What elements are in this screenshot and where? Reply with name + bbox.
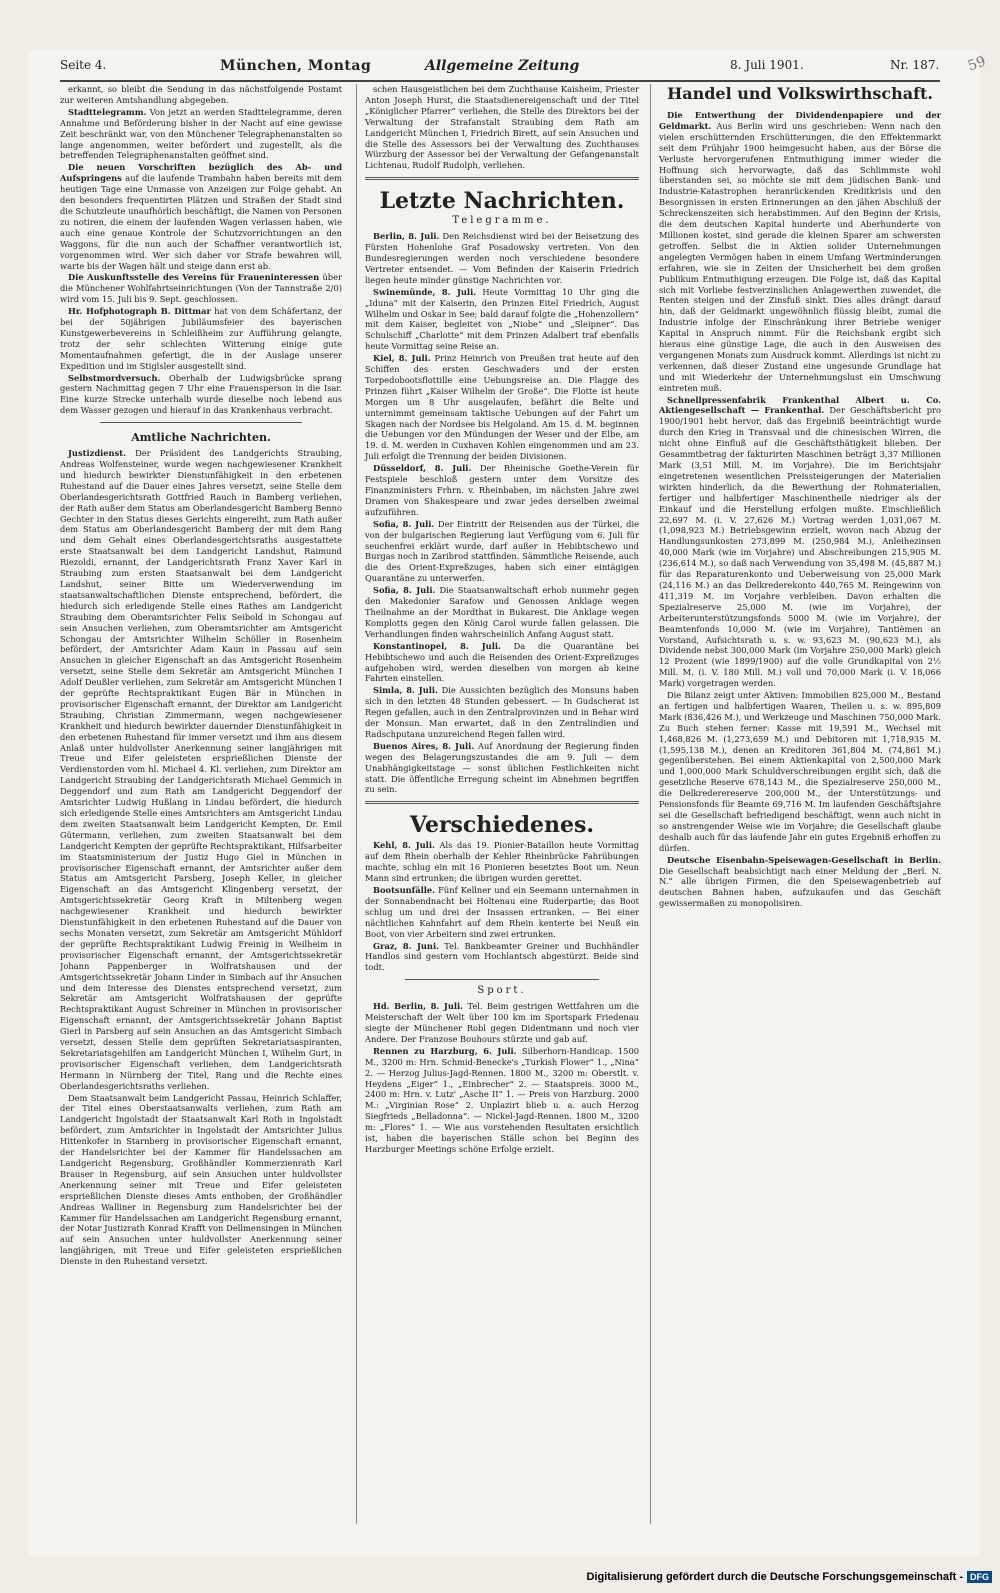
section-title-letzte: Letzte Nachrichten. [379, 188, 625, 215]
credit-text: Digitalisierung gefördert durch die Deutsche Forschungsgemeinschaft - [586, 1571, 963, 1583]
article-paragraph [60, 162, 342, 271]
page-header [60, 58, 940, 82]
article-body: Der Eintritt der Reisenden aus der Türkei, die von der bulgarischen Regierung laut Verfügung vom 6. Juli für seuchenfrei erklärt wurde, darf außer in Hebibtschewo und Burgas noch in Zaribrod stattfinden. Sämmtliche Reisende, auch die des Orient-Expreßzuges, haben sich einer eintägigen Quarantäne zu unterwerfen. [365, 518, 639, 584]
article-body: Tel. Bankbeamter Greiner und Buchhändler Handlos sind gestern vom Hochlantsch abgestürzt. Beide sind todt. [365, 940, 639, 973]
article-heading: Schnellpressenfabrik Frankenthal Albert u. Co. Aktiengesellschaft — Frankenthal. [659, 394, 941, 416]
article-body: Prinz Heinrich von Preußen trat heute auf den Schiffen des ersten Geschwaders und der ersten Torpedobootsflottille eine Uebungsreise an. Die Flagge des Prinzen führt „Kaiser Wilhelm der Große“. Die Flotte ist heute Morgen um 8 Uhr ausgelaufen, befährt die Belte und unternimmt gemeinsam taktische Uebungen auf der Fahrt um Skagen nach der Nordsee bis Helgoland. Am 15. d. M. beginnen die Uebungen vor den Mündungen der Weser und der Elbe, am 19. d. M. werden in Cuxhaven Kohlen eingenommen und am 23. Juli erfolgt die Trennung der beiden Divisionen. [365, 353, 639, 462]
article-heading: Berlin, 8. Juli. [373, 231, 440, 242]
article-body: Die Staatsanwaltschaft erhob nunmehr gegen den Makedonier Sarafow und Genossen Anklage wegen Theilnahme an der Mordthat in Bukarest. Die Anklage wegen Komplotts gegen den König Carol wurde fallen gelassen. Die Verhandlungen finden wahrscheinlich Anfang August statt. [365, 585, 639, 639]
article-paragraph [60, 107, 342, 162]
page-number: Seite 4. [60, 58, 107, 72]
article-body: Oberhalb der Ludwigsbrücke sprang gestern Nachmittag gegen 7 Uhr eine Frauensperson in die Isar. Eine kurze Strecke unterhalb wurde dieselbe noch lebend aus dem Wasser gezogen und hierauf in das Krankenhaus verbracht. [60, 372, 342, 416]
article-paragraph [365, 463, 639, 518]
article-paragraph [365, 641, 639, 685]
margin-handwriting: 59 [965, 53, 989, 75]
article-body: Von jetzt an werden Stadttelegramme, deren Annahme und Beförderung bisher in der Nacht auf eine gewisse Zeit beschränkt war, von den Münchener Telegraphenanstalten so lange angenommen, weiter befördert und zugestellt, als die betreffenden Telegraphenanstalten geöffnet sind. [60, 106, 342, 161]
dfg-logo: DFG [967, 1571, 992, 1583]
column-left [60, 84, 342, 1524]
article-paragraph: Die Bilanz zeigt unter Aktiven: Immobilien 825,000 M., Bestand an fertigen und halbfertigen Waaren, Theilen u. s. w. 895,809 Mark (836,426 M.), und Werkzeuge und Maschinen 750,000 Mark. Zu Buch stehen ferner: Kasse mit 19,591 M., Wechsel mit 1,468,826 M. (1,273,659 M.) und Debitoren mit 1,718,935 M. (1,595,138 M.), denen an Kreditoren 361,804 M. (74,861 M.) gegenüberstehen. Bei einem Aktienkapital von 2,500,000 Mark und 1,000,000 Mark Schuldverschreibungen ergibt sich, daß die gesetzliche Reserve 678,143 M., die Spezialreserve 250,000 M., die Delkrederereserve 200,000 M., der Unterstützungs- und Pensionsfonds für Beamte 69,716 M. Im laufenden Geschäftsjahre sei die Gesellschaft befriedigend beschäftigt, wenn auch nicht in so anstrengender Weise wie im Vorjahre; die Gesellschaft glaube deshalb auch für das laufende Jahr ein gutes Ergebniß erhoffen zu dürfen. [659, 690, 941, 853]
article-paragraph [365, 685, 639, 740]
section-title-handel: Handel und Volkswirthschaft. [667, 84, 933, 103]
city-day: München, Montag [220, 58, 372, 74]
article-body: Der Rheinische Goethe-Verein für Festspiele beschloß gestern unter dem Vorsitze des Finanzministers Frhrn. v. Rheinbaben, im nächsten Jahre zwei Dramen von Shakespeare und zwar jedes derselben zweimal aufzuführen. [365, 463, 639, 517]
article-body: Die Aussichten bezüglich des Monsuns haben sich in den letzten 48 Stunden gebessert. — In Gudscherat ist Regen gefallen, auch in den Zentralprovinzen und in Behar wird der Monsun. Man erwartet, daß in den Zentralindien und Radschputana unzureichend Regen fallen wird. [365, 685, 639, 739]
article-paragraph [365, 1046, 639, 1155]
article-paragraph [365, 885, 639, 940]
article-paragraph [60, 448, 342, 1091]
article-paragraph [365, 519, 639, 584]
article-heading: Düsseldorf, 8. Juli. [373, 463, 472, 474]
article-paragraph [365, 353, 639, 462]
article-body: Tel. Beim gestrigen Wettfahren um die Meisterschaft der Welt über 100 km im Sportspark Friedenau siegte der Münchener Robl gegen Didentmann und noch vier Andere. Der Franzose Bouhours stürzte und gab auf. [365, 1001, 639, 1044]
article-heading: Bootsunfälle. [373, 885, 436, 895]
section-title-verschiedenes: Verschiedenes. [409, 812, 595, 839]
article-heading: Simla, 8. Juli. [373, 685, 438, 696]
article-body: Fünf Kellner und ein Seemann unternahmen in der Sonnabendnacht bei Holtenau eine Ruderpartie; das Boot schlug um und drei der Insassen ertranken. — Bei einer nächtlichen Kahnfahrt auf dem Rhein kenterte bei Neuß ein Boot, von vier Arbeitern sind zwei ertrunken. [365, 885, 639, 939]
subsection-title-telegramme: Telegramme. [452, 215, 552, 227]
article-paragraph: erkannt, so bleibt die Sendung in das nächstfolgende Postamt zur weiteren Amtshandlung abgegeben. [60, 84, 342, 105]
section-divider [100, 422, 302, 423]
column-middle [356, 84, 639, 1524]
article-paragraph: Dem Staatsanwalt beim Landgericht Passau, Heinrich Schlaffer, der Titel eines Oberstaatsanwalts verliehen, zum Rath am Landgericht Ingolstadt der Staatsanwalt Karl Roth in Ingolstadt befördert, zum Amtsrichter in Ingolstadt der Amtsrichter Julius Hittenkofer in Starnberg in provisorischer Eigenschaft ernannt, der Handelsrichter bei der Kammer für Handelssachen am Landgericht Regensburg, Großhändler Kommerzienrath Karl Brauser in Regensburg, auf sein Ansuchen unter huldvollster Anerkennung seiner mit Treue und Eifer geleisteten ersprießlichen Dienste dieses Amts enthoben, der Großhändler Andreas Walliner in Regensburg zum Handelsrichter bei der Kammer für Handelssachen am Landgericht Regensburg ernannt, der Notar Justizrath Konrad Krafft von Dellmensingen in München auf sein Ansuchen unter huldvollster Anerkennung seiner langjährigen, mit Treue und Eifer geleisteten ersprießlichen Dienste in den Ruhestand versetzt. [60, 1092, 342, 1267]
subsection-title-sport: Sport. [477, 985, 527, 997]
article-paragraph [60, 373, 342, 417]
article-paragraph [365, 941, 639, 974]
article-body: Da die Quarantäne bei Hebibtschewo und auch die Reisenden des Orient-Expreßzuges aufgehoben wird, werden dieselben von morgen ab keine Fahrten einstellen. [365, 640, 639, 684]
article-body: Der Geschäftsbericht pro 1900/1901 hebt hervor, daß das Ergebniß beeinträchtigt wurde durch den Krieg in Transvaal und die chinesischen Wirren, die nicht ohne Einfluß auf die Geschäftsthätigkeit blieben. Der Gesammtbetrag der fakturirten Maschinen beträgt 3,37 Millionen Mark (3,51 Mill. M. im Vorjahre). Die im Berichtsjahr eingetretenen wesentlichen Preissteigerungen der Materialien wirkten hinderlich, da die Bewerthung der Rohmaterialien, fertiger und halbfertiger Maschinentheile niedriger als der Einkauf und die Herstellung erfolgen mußte. Einschließlich 22,697 M. (i. V. 27,626 M.) Vortrag werden 1,031,067 M. (1,098,923 M.) Betriebsgewinn erzielt, wovon nach Abzug der Handlungsunkosten 273,899 M. (250,984 M.), Anleihezinsen 40,000 Mark (wie im Vorjahre) und Abschreibungen 215,905 M. (236,614 M.), so daß nach Verwendung von 35,498 M. (45,887 M.) für das Reparaturenkonto und Ueberweisung von 25,000 Mark (24,116 M.) an das Delkrederekonto 440,765 M. Reingewinn von 411,319 M. im Vorjahre verbleiben. Davon erhalten die Spezialreserve 25,000 M. (wie im Vorjahre), der Arbeiterunterstützungsfonds 5000 M. (wie im Vorjahre), der Beamtenfonds 10,000 M. (wie im Vorjahre), Tantièmen an Vorstand, Aufsichtsrath u. s. w. 93,623 M. (90,623 M.), als Dividende nebst 300,000 Mark (im Vorjahre 250,000 Mark) gleich 12 Prozent (wie 1899/1900) auf die volle Grundkapital von 2½ Mill. M. (i. V. 180 Mill. M.) voll und 70,000 Mark (i. V. 18,066 Mark) vorgetragen werden. [659, 405, 941, 689]
article-heading: Kiel, 8. Juli. [373, 353, 431, 364]
article-paragraph [659, 395, 941, 689]
issue-number: Nr. 187. [890, 58, 940, 72]
section-divider [365, 177, 639, 180]
section-divider [405, 979, 599, 980]
article-body: Als das 19. Pionier-Bataillon heute Vormittag auf dem Rhein oberhalb der Kehler Rheinbrücke Fahrübungen machte, schlug ein mit 16 Pionieren besetztes Boot um. Neun Mann sind ertrunken; die übrigen wurden gerettet. [365, 840, 639, 884]
article-heading: Die neuen Vorschriften bezüglich des Ab- und Aufspringens [60, 162, 342, 184]
article-paragraph [659, 855, 941, 910]
article-body: hat von dem Schäfertanz, der bei der 50jährigen Jubiläumsfeier des bayerischen Kunstgewerbevereins in Schleißheim zur Aufführung gelangte, trotz der sehr schlechten Witterung einige gute Momentaufnahmen gefertigt, die in der Auslage unserer Expedition und im Stiglsler ausgestellt sind. [60, 306, 342, 371]
article-body: Auf Anordnung der Regierung finden wegen des Belagerungszustandes die am 9. Juli — dem Unabhängigkeitstage — sonst üblichen Festlichkeiten nicht statt. Die öffentliche Erregung scheint im Abnehmen begriffen zu sein. [365, 740, 639, 795]
article-paragraph [365, 287, 639, 352]
article-body: über die Münchener Wohlfahrtseinrichtungen (Von der Tannstraße 2/0) wird vom 15. Juli bis 9. Sept. geschlossen. [60, 272, 342, 305]
digitization-credit [586, 1571, 992, 1583]
article-body: Heute Vormittag 10 Uhr ging die „Iduna“ mit der Kaiserin, den Prinzen Eitel Friedrich, August Wilhelm und Oskar in See; bald darauf folgte die „Hohenzollern“ mit dem Kaiser, begleitet von „Niobe“ und „Sleipner“. Das Schulschiff „Charlotte“ mit dem Prinzen Adalbert traf ebenfalls heute Vormittag seine Reise an. [365, 286, 639, 352]
article-heading: Kehl, 8. Juli. [373, 840, 435, 851]
article-heading: Selbstmordversuch. [68, 372, 161, 383]
article-body: Den Reichsdienst wird bei der Beisetzung des Fürsten Hohenlohe Graf Posadowsky vertreten. Von den Bundesregierungen werden noch verschiedene besondere Vertreter entsendet. — Vom Befinden der Kaiserin Friedrich liegen heute minder günstige Nachrichten vor. [365, 231, 639, 285]
article-heading: Hr. Hofphotograph B. Dittmar [68, 306, 211, 317]
article-body: Aus Berlin wird uns geschrieben: Wenn nach den vielen erschütternden Erschütterungen, die den Effektenmarkt seit dem Frühjahr 1900 heimgesucht haben, aus der Börse die Verluste hervorgerufenen Entmuthigung immer wieder die Hoffnung sich hervorwagte, daß das Schlimmste wohl überstanden sei, so möchte sie mit dem jüdischen Bank- und Industrie-Katastrophen heranrückenden Kreditkrisis und den Besorgnissen in ersten Erinnerungen an den jähen Abschluß der Schreckenszeiten sich herabstimmen. Auf den Beginn der Krisis, die dem deutschen Kapital hunderte und Aberhunderte von Millionen kostet, sind gerade die kleinen Sparer am schwersten getroffen. Selbst die in Aktien solider Unternehmungen angelegten Vermögen haben in einem Umfang Wertminderungen erfahren, wie sie in Zeiten der Unsicherheit bei dem großen Publikum Entmuthigung erzeugen. Die Folge ist, daß das Kapital sich mit Vorliebe festverzinslichen Anlagewerthen zuwendet, die Renten steigen und der Zinsfuß sinkt. Dies alles drängt darauf hin, daß der Geldmarkt ungewöhnlich flüssig bleibt, zumal die Industrie infolge der Einschränkung ihrer Betriebe weniger Kapital in Anspruch nimmt. Für die Reichsbank ergibt sich hieraus eine günstige Lage, die auch in den Ausweisen des vergangenen Monats zum Ausdruck kommt. Allerdings ist nicht zu verkennen, daß dieser Zustand eine ungesunde Grundlage hat und mit Wiederkehr der Unternehmungslust ein Umschwung eintreten muß. [659, 120, 941, 393]
article-paragraph [365, 1001, 639, 1045]
article-paragraph [659, 110, 941, 394]
article-paragraph [60, 272, 342, 305]
article-paragraph [365, 840, 639, 884]
article-heading: Stadttelegramm. [68, 106, 147, 117]
column-right [650, 84, 941, 1524]
article-paragraph [365, 231, 639, 286]
article-body: Silberhorn-Handicap. 1500 M., 3200 m: Hrn. Schmid-Benecke's „Turkish Flower“ 1., „Nina“ 2. — Herzog Julius-Jagd-Rennen. 1800 M., 3200 m: Oberstlt. v. Heydens „Eiger“ 1., „Einbrecher“ 2. — Staatspreis. 3000 M., 2400 m: Hrn. v. Lutz' „Asche II“ 1. — Preis von Harzburg. 2000 M.: „Virginian Rose“ 2. Unplazirt blieb u. a. auch Herzog Siegfrieds „Belladonna“. — Nickel-Jagd-Rennen. 1800 M., 3200 m: „Flores“ 1. — Wie aus vorstehenden Resultaten ersichtlich ist, haben die bayerischen Ställe schon bei Beginn des Harzburger Meetings schöne Erfolge erzielt. [365, 1045, 639, 1154]
article-heading: Hd. Berlin, 8. Juli. [373, 1001, 464, 1012]
article-paragraph: schen Hausgeistlichen bei dem Zuchthause Kaisheim, Priester Anton Joseph Hurst, die Staatsdienereigenschaft und der Titel „Königlicher Pfarrer“ verliehen, die Stelle des Direktors bei der Verwaltung der Strafanstalt Straubing dem Rath am Landgericht München I, Friedrich Birett, auf sein Ansuchen und die Stelle des Assessors bei der Verwaltung des Zuchthauses Würzburg der Assessor bei der Verwaltung der Gefangenanstalt Lichtenau, Rudolf Rudolph, verliehen. [365, 84, 639, 171]
article-heading: Justizdienst. [68, 448, 126, 459]
article-heading: Deutsche Eisenbahn-Speisewagen-Gesellschaft in Berlin. [667, 854, 941, 865]
article-heading: Swinemünde, 8. Juli. [373, 286, 477, 297]
article-heading: Rennen zu Harzburg, 6. Juli. [373, 1045, 517, 1056]
article-heading: Sofia, 8. Juli. [373, 518, 435, 529]
article-heading: Buenos Aires, 8. Juli. [373, 740, 475, 751]
article-paragraph [365, 741, 639, 796]
section-title-amtliche: Amtliche Nachrichten. [131, 431, 271, 445]
issue-date: 8. Juli 1901. [730, 58, 804, 72]
article-body: Die Gesellschaft beabsichtigt nach einer Meldung der „Berl. N. N.“ alle übrigen Firmen, die den Speisewagenbetrieb auf deutschen Bahnen haben, aufzukaufen und das Geschäft gewissermaßen zu monopolisiren. [659, 865, 941, 909]
article-heading: Sofia, 8. Juli. [373, 585, 436, 596]
section-divider [365, 801, 639, 804]
article-paragraph [60, 306, 342, 371]
newspaper-title: Allgemeine Zeitung [425, 58, 580, 74]
article-heading: Die Entwerthung der Dividendenpapiere und der Geldmarkt. [659, 110, 941, 131]
article-paragraph [365, 585, 639, 640]
article-body: Der Präsident des Landgerichts Straubing, Andreas Wolfensteiner, wurde wegen nachgewiesener Krankheit und hiedurch bewirkter Dienstunfähigkeit in den erbetenen Ruhestand auf die Dauer eines Jahres versetzt, seine Stelle dem Oberlandesgerichtsrath Gottfried Rauch in Bamberg verliehen, der Rath außer dem Status am Oberlandesgericht Bamberg Benno Gechter in den Status dieses Gerichts eingereiht, zum Rath außer dem Status am Oberlandesgericht Bamberg der mit dem Rang und dem Gehalt eines Oberlandesgerichtsraths ausgestattete erste Staatsanwalt bei dem Landgericht Landshut, Raimund Riezoldi, ernannt, der Landgerichtsrath Franz Xaver Karl in Straubing zum ersten Staatsanwalt bei dem Landgericht Landshut, seiner Bitte um Wiederverwendung im staatsanwaltschaftlichen Dienste entsprechend, befördert, die hiedurch sich erledigende Stelle eines Rathes am Landgericht Straubing dem Oberamtsrichter Felix Seibold in Schongau auf sein Ansuchen verliehen, zum Oberamtsrichter am Amtsgericht Schongau der Amtsrichter Wilhelm Schöller in Rosenheim befördert, der Amtsrichter Adam Kaun in Passau auf sein Ansuchen in gleicher Eigenschaft an das Amtsgericht Rosenheim versetzt, seine Stelle dem Sekretär am Amtsgericht München I Adolf Deußler verliehen, zum Sekretär am Amtsgericht München I der geprüfte Rechtspraktikant Eugen Bär in München in provisorischer Eigenschaft ernannt, der Direktor am Landgericht Straubing, Christian Zimmermann, wegen nachgewiesener Krankheit und hiedurch bewirkter dauernder Dienstunfähigkeit in den erbetenen Ruhestand für immer versetzt und ihm aus diesem Anlaß unter huldvollster Anerkennung seiner langjährigen mit Treue und Eifer geleisteten ersprießlichen Dienste der Verdienstorden vom hl. Michael 4. Kl. verliehen, zum Direktor am Landgericht Straubing der Landgerichtsrath Michael Gemmich in Deggendorf und zum Rath am Landgericht Deggendorf der Amtsrichter Ludwig Hußlang in Lindau befördert, die hiedurch sich erledigende Stelle eines Amtsrichters am Amtsgericht Lindau dem zweiten Staatsanwalt beim Landgericht Kempten, Dr. Emil Gütermann, verliehen, zum zweiten Staatsanwalt bei dem Landgericht Kempten der geprüfte Rechtspraktikant, Hilfsarbeiter im Staatsministerium der Justiz Hugo Giel in München in provisorischer Eigenschaft ernannt, der Amtsrichter außer dem Status am Amtsgericht Parsberg, Joseph Keller, in gleicher Eigenschaft an das Amtsgericht Klingenberg versetzt, der Amtsgerichtssekretär Georg Kraft in Miltenberg wegen nachgewiesener Krankheit und hiedurch bewirkter Dienstunfähigkeit in den erbetenen Ruhestand auf die Dauer von sechs Monaten versetzt, zum Sekretär am Amtsgericht Mühldorf der geprüfte Rechtspraktikant Ludwig Freinig in Weilheim in provisorischer Eigenschaft ernannt, der Amtsgerichtssekretär Johann Pappenberger in Wolfratshausen und der Amtsgerichtssekretär Johann Linder in Simbach auf ihr Ansuchen und dem Interesse des Dienstes entsprechend versetzt, zum Sekretär am Amtsgericht Wolfratshausen der geprüfte Rechtspraktikant August Schreiner in München in provisorischer Eigenschaft ernannt, der Amtsgerichtssekretär Johann Baptist Gierl in Parsberg auf sein Ansuchen an das Amtsgericht Simbach versetzt, dessen Stelle dem geprüften Sekretariatsaspiranten, Sekretariatsgehilfen am Landgericht München I, Wilhelm Gurt, in provisorischer Eigenschaft verliehen, dem Landgerichtsrath Hermann in Nürnberg der Titel, Rang und die Rechte eines Oberlandesgerichtsraths verliehen. [60, 448, 342, 1091]
article-heading: Konstantinopel, 8. Juli. [373, 640, 501, 651]
article-heading: Graz, 8. Juni. [373, 940, 440, 951]
article-heading: Die Auskunftsstelle des Vereins für Fraueninteressen [68, 272, 320, 283]
article-body: auf die laufende Trambahn haben bereits mit dem heutigen Tage eine Unmasse von Anzeigen zur Folge gehabt. An den besonders frequentirten Plätzen und Straßen der Stadt sind die Schutzleute unaufhörlich beschäftigt, die Namen von Personen zu notiren, die einem der laufenden Wagen verlassen haben, wie auch eine genaue Kontrole der Schutzvorrichtungen an den Waggons, für die nun auch der Schaffner verantwortlich ist, vorgenommen wird. Wer sich daher vor Strafe bewahren will, warte bis der Wagen hält und steige dann erst ab. [60, 173, 342, 271]
